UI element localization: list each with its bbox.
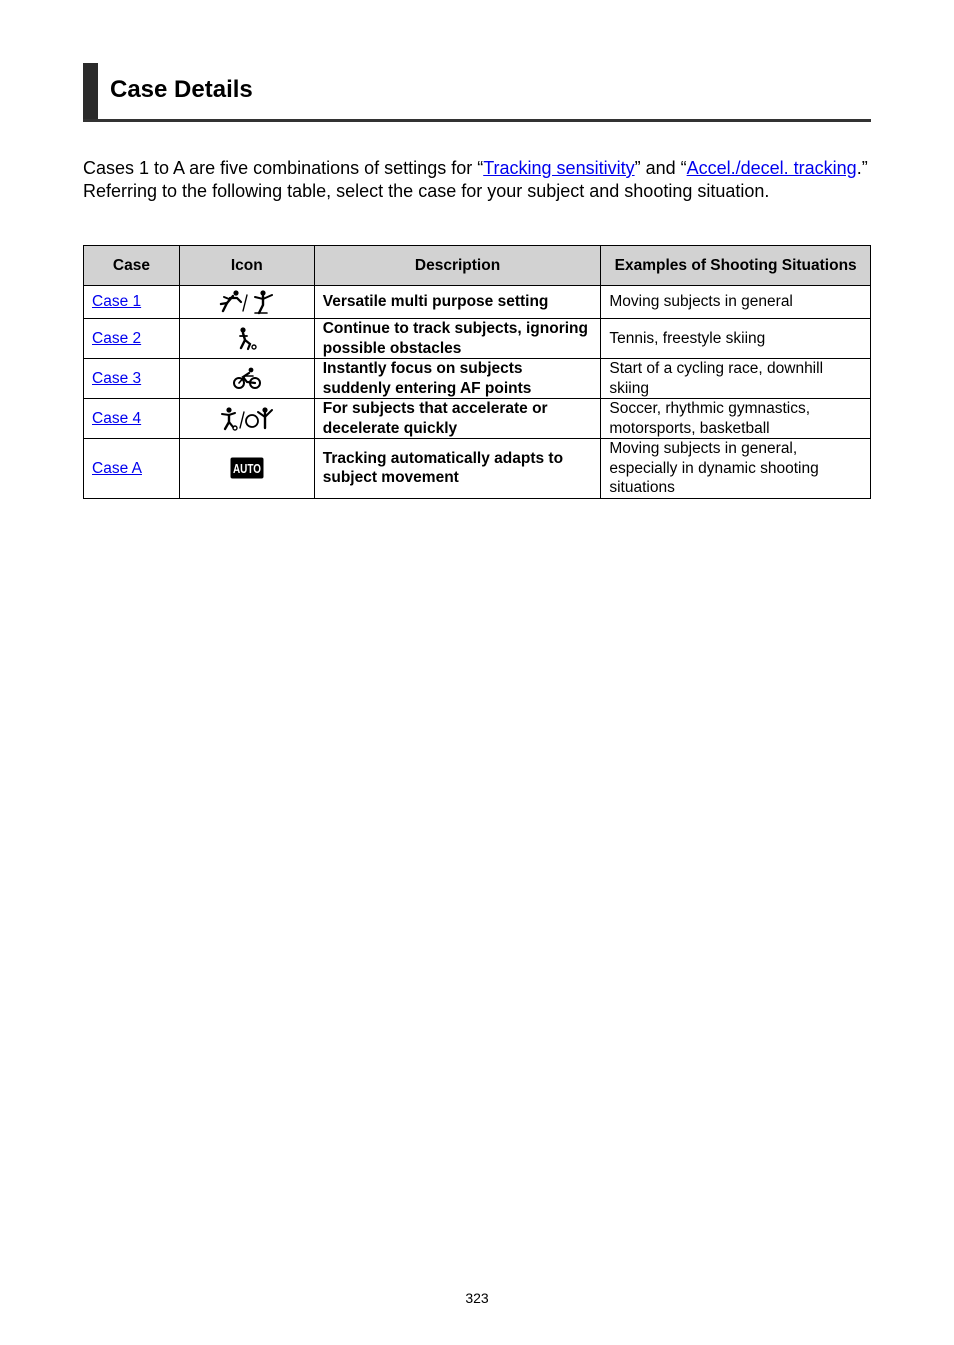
case-2-link[interactable]: Case 2 xyxy=(92,329,142,347)
icon-cell xyxy=(179,399,314,439)
icon-cell xyxy=(179,359,314,399)
description-cell: Continue to track subjects, ignoring possible obstacles xyxy=(314,319,601,359)
case-1-link[interactable]: Case 1 xyxy=(92,293,142,311)
examples-cell: Moving subjects in general xyxy=(601,286,871,319)
intro-text: Cases 1 to A are five combinations of settings for “ xyxy=(83,158,484,178)
table-header-row xyxy=(84,246,871,286)
description-cell: Versatile multi purpose setting xyxy=(314,286,601,319)
case-cell xyxy=(84,359,180,399)
intro-text: .” Referring to the following table, select the case for your subject and shooting situation. xyxy=(83,158,868,201)
case-cell xyxy=(84,286,180,319)
header-description: Description xyxy=(314,246,601,286)
table-row xyxy=(84,359,871,399)
header-case: Case xyxy=(84,246,180,286)
page-number: 323 xyxy=(465,1290,489,1306)
icon-cell xyxy=(179,439,314,499)
section-heading xyxy=(83,63,871,122)
examples-cell: Moving subjects in general, especially in dynamic shooting situations xyxy=(601,439,871,499)
header-icon: Icon xyxy=(179,246,314,286)
examples-cell: Start of a cycling race, downhill skiing xyxy=(601,359,871,399)
case-a-link[interactable]: Case A xyxy=(92,459,142,477)
case-cell xyxy=(84,439,180,499)
case-cell xyxy=(84,399,180,439)
runner-skater-icon xyxy=(219,293,275,310)
auto-icon xyxy=(230,459,264,476)
examples-cell: Tennis, freestyle skiing xyxy=(601,319,871,359)
table-row xyxy=(84,319,871,359)
icon-cell xyxy=(179,286,314,319)
tracking-sensitivity-link[interactable]: Tracking sensitivity xyxy=(483,158,635,178)
heading-accent-bar xyxy=(83,63,98,119)
table-row xyxy=(84,399,871,439)
intro-paragraph xyxy=(83,157,873,203)
soccer-gymnast-icon xyxy=(220,410,274,427)
description-cell: Tracking automatically adapts to subject movement xyxy=(314,439,601,499)
accel-decel-tracking-link[interactable]: Accel./decel. tracking xyxy=(686,158,857,178)
description-cell: For subjects that accelerate or decelerate quickly xyxy=(314,399,601,439)
intro-text: ” and “ xyxy=(634,158,687,178)
icon-cell xyxy=(179,319,314,359)
case-3-link[interactable]: Case 3 xyxy=(92,369,142,387)
page-title: Case Details xyxy=(110,76,253,103)
case-4-link[interactable]: Case 4 xyxy=(92,409,142,427)
auto-icon-label: AUTO xyxy=(232,461,261,477)
case-cell xyxy=(84,319,180,359)
case-table xyxy=(83,245,871,499)
header-examples: Examples of Shooting Situations xyxy=(601,246,871,286)
skier-icon xyxy=(235,330,259,347)
description-cell: Instantly focus on subjects suddenly entering AF points xyxy=(314,359,601,399)
table-row xyxy=(84,286,871,319)
table-row xyxy=(84,439,871,499)
cyclist-icon xyxy=(231,370,263,387)
examples-cell: Soccer, rhythmic gymnastics, motorsports, basketball xyxy=(601,399,871,439)
